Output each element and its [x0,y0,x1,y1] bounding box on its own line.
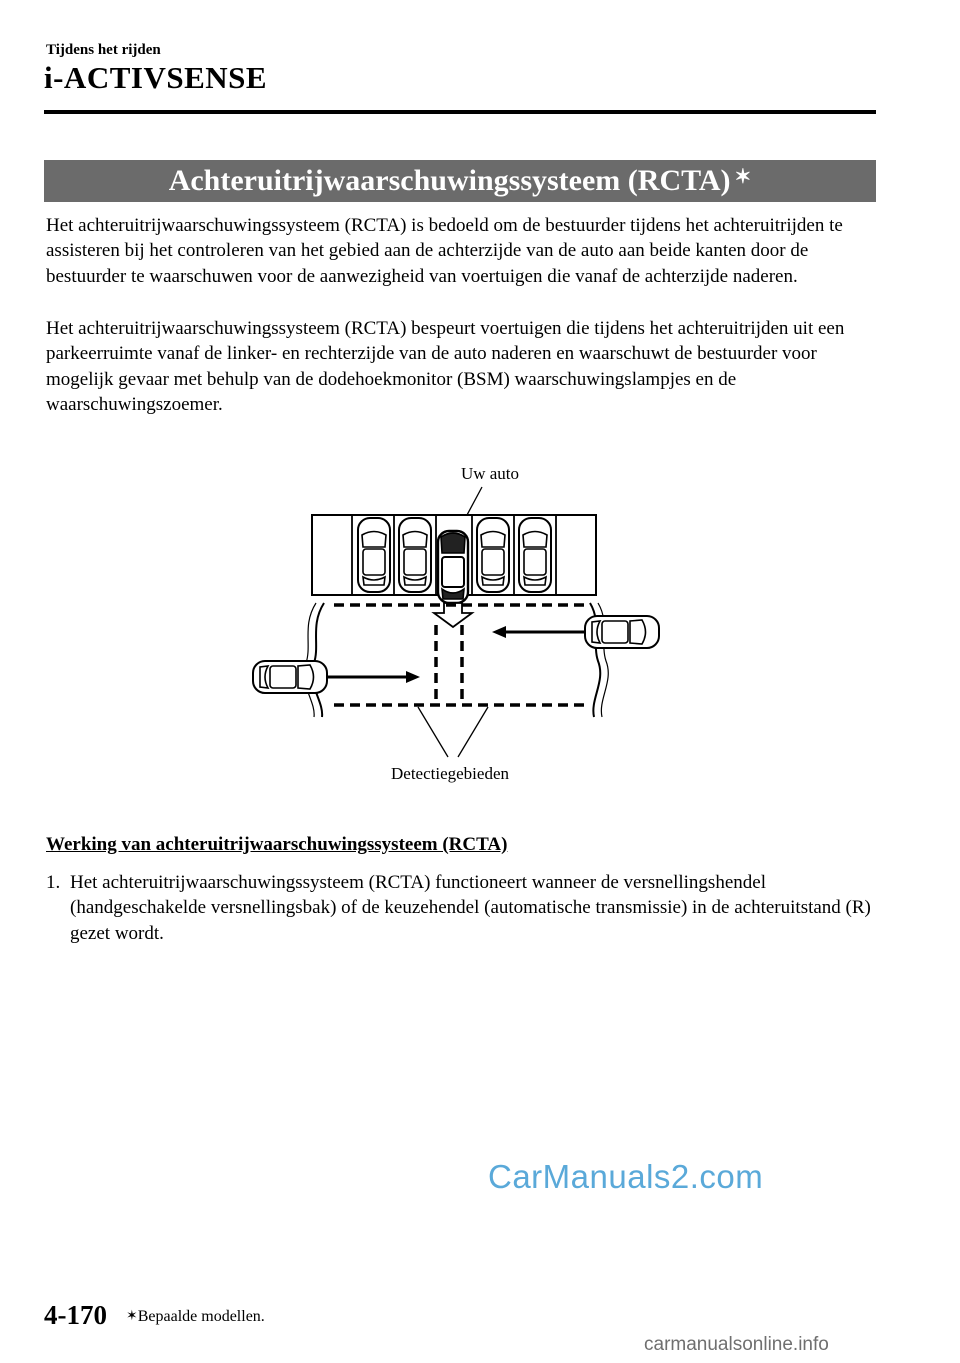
detection-pointer-left [418,707,448,757]
intro-paragraph: Het achteruitrijwaarschuwingssysteem (RCTA) is bedoeld om de bestuurder tijdens het achteruitrijden te assisteren bij het controleren van het gebied aan de achterzijde van de auto aan beide kanten door de bestuurder te waarschuwen voor de aanwezigheid van voertuigen die vanaf de achterzijde naderen. [46,215,843,287]
detection-paragraph: Het achteruitrijwaarschuwingssysteem (RCTA) bespeurt voertuigen die tijdens het achteruitrijden uit een parkeerruimte vanaf de linker- en rechterzijde van de auto naderen en waarschuwt de bestuurder voor mogelijk gevaar met behulp van de dodehoekmonitor (BSM) waarschuwingslampjes en de waarschuwingszoemer. [46,318,845,415]
left-approach-arrowhead-icon [406,671,420,683]
subsection-heading: Werking van achteruitrijwaarschuwingssysteem (RCTA) [46,834,508,855]
approaching-car-right-icon [585,616,659,648]
watermark-logo: CarManuals2.com [488,1158,764,1195]
footnote [126,1308,265,1326]
parked-car-icon [519,518,551,592]
parked-car-icon [477,518,509,592]
approaching-car-left-icon [253,661,327,693]
detection-label: Detectiegebieden [391,764,509,783]
breadcrumb: Tijdens het rijden [46,42,161,58]
footnote-text: Bepaalde modellen. [137,1308,265,1325]
site-credit: carmanualsonline.info [644,1334,829,1355]
optional-feature-star-icon: ✶ [734,166,752,188]
right-approach-arrowhead-icon [492,626,506,638]
own-car-label: Uw auto [460,464,520,483]
list-item [46,870,876,946]
section-title: i-ACTIVSENSE [44,60,268,95]
page-number: 4-170 [44,1300,107,1330]
topic-banner [44,160,876,202]
header-rule [44,110,876,114]
list-item-number: 1. [46,872,61,893]
detection-pointer-right [458,707,488,757]
numbered-list [46,870,876,946]
banner-title: Achteruitrijwaarschuwingssysteem (RCTA) [168,164,731,197]
own-car-icon [438,531,468,603]
rcta-diagram [250,455,670,800]
list-item-text: Het achteruitrijwaarschuwingssysteem (RCTA) functioneert wanneer de versnellingshendel (handgeschakelde versnellingsbak) of de keuzehendel (automatische transmissie) in de achteruitstand (R) gezet wordt. [70,872,871,944]
parked-car-icon [399,518,431,592]
footnote-star-icon: ✶ [126,1309,138,1324]
parked-car-icon [358,518,390,592]
